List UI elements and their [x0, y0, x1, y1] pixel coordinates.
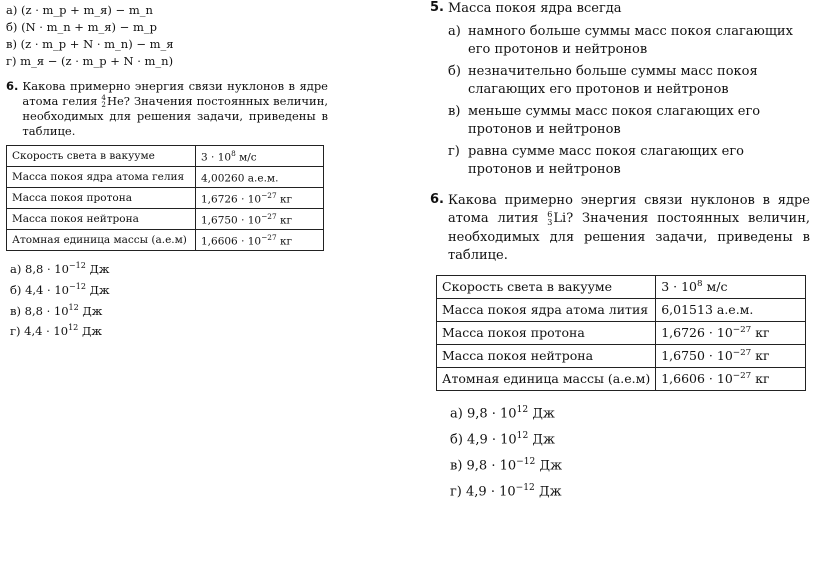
prev-option-b: б) (N · m_n + m_я) − m_p: [6, 20, 157, 34]
answer-b: б) $4,9 \cdot 10^{12}$ Дж: [450, 430, 555, 448]
answer-d: г) $4,4 \cdot 10^{12}$ Дж: [10, 323, 102, 339]
answer-list: [6, 257, 328, 340]
constants-table: [436, 275, 806, 391]
question-6-helium: [6, 79, 328, 139]
question-text: Масса покоя ядра всегда: [447, 1, 622, 16]
table-row: Масса покоя протона $1,6726 \cdot 10^{-27}$ кг: [437, 321, 806, 344]
table-row: Масса покоя нейтрона $1,6750 \cdot 10^{-27}$ кг: [437, 344, 806, 367]
left-column: [6, 2, 328, 340]
table-row: Скорость света в вакууме $3 \cdot 10^8$ м/с: [7, 146, 324, 167]
question-6-lithium: [430, 192, 810, 266]
table-row: Масса покоя протона $1,6726 \cdot 10^{-27}$ кг: [7, 188, 324, 209]
q5-options: [430, 23, 810, 180]
answer-list: [430, 399, 810, 504]
table-row: Масса покоя нейтрона $1,6750 \cdot 10^{-27}$ кг: [7, 209, 324, 230]
formula-d: m_я − (z · m_p + N · m_n): [20, 54, 174, 68]
formula-c: (z · m_p + N · m_n) − m_я: [20, 37, 174, 51]
answer-a: а) $8,8 \cdot 10^{-12}$ Дж: [10, 261, 110, 276]
q5-option-d: г) равна сумме масс покоя слагающих его протонов и нейтронов: [448, 143, 744, 177]
table-row: Атомная единица массы (а.е.м) $1,6606 \cdot 10^{-27}$ кг: [437, 367, 806, 390]
nuclide-notation: 6 3: [547, 209, 553, 227]
formula-b: (N · m_n + m_я) − m_p: [21, 20, 157, 34]
prev-option-a: а) (z · m_p + m_я) − m_n: [6, 3, 153, 17]
question-5: [430, 0, 810, 19]
question-number: 5.: [430, 0, 444, 15]
answer-b: б) $4,4 \cdot 10^{-12}$ Дж: [10, 281, 110, 297]
table-row: Скорость света в вакууме $3 \cdot 10^8$ м/с: [437, 275, 806, 298]
constants-table: [6, 145, 324, 251]
table-row: Масса покоя ядра атома лития 6,01513 а.е.м.: [437, 298, 806, 321]
answer-c: в) $9,8 \cdot 10^{-12}$ Дж: [450, 457, 563, 474]
prev-option-c: в) (z · m_p + N · m_n) − m_я: [6, 37, 174, 51]
q5-option-b: б) незначительно больше суммы масс покоя слагающих его протонов и нейтронов: [448, 63, 758, 97]
answer-d: г) $4,9 \cdot 10^{-12}$ Дж: [450, 483, 562, 500]
q5-option-a: а) намного больше суммы масс покоя слагающих его протонов и нейтронов: [448, 23, 793, 57]
question-number: 6.: [6, 79, 19, 93]
question-text: Какова примерно энергия связи нуклонов в ядре атома лития 6 3 Li? Значения постоянных величин, необходимых для решения задачи, приведены в таблице.: [447, 192, 810, 263]
right-column: [430, 0, 810, 504]
formula-a: (z · m_p + m_я) − m_n: [21, 3, 153, 17]
question-number: 6.: [430, 191, 444, 207]
answer-c: в) $8,8 \cdot 10^{12}$ Дж: [10, 302, 103, 318]
prev-option-d: г) m_я − (z · m_p + N · m_n): [6, 54, 174, 68]
table-row: Атомная единица массы (а.е.м) $1,6606 \cdot 10^{-27}$ кг: [7, 230, 324, 251]
prev-options: [6, 2, 328, 70]
question-text: Какова примерно энергия связи нуклонов в ядре атома гелия 4 2 He? Значения постоянных величин, необходимых для решения задачи, приведены в таблице.: [22, 79, 329, 138]
nuclide-notation: 4 2: [101, 93, 106, 109]
q5-option-c: в) меньше суммы масс покоя слагающих его протонов и нейтронов: [448, 103, 761, 137]
table-row: Масса покоя ядра атома гелия 4,00260 а.е.м.: [7, 167, 324, 188]
answer-a: а) $9,8 \cdot 10^{12}$ Дж: [450, 404, 555, 421]
